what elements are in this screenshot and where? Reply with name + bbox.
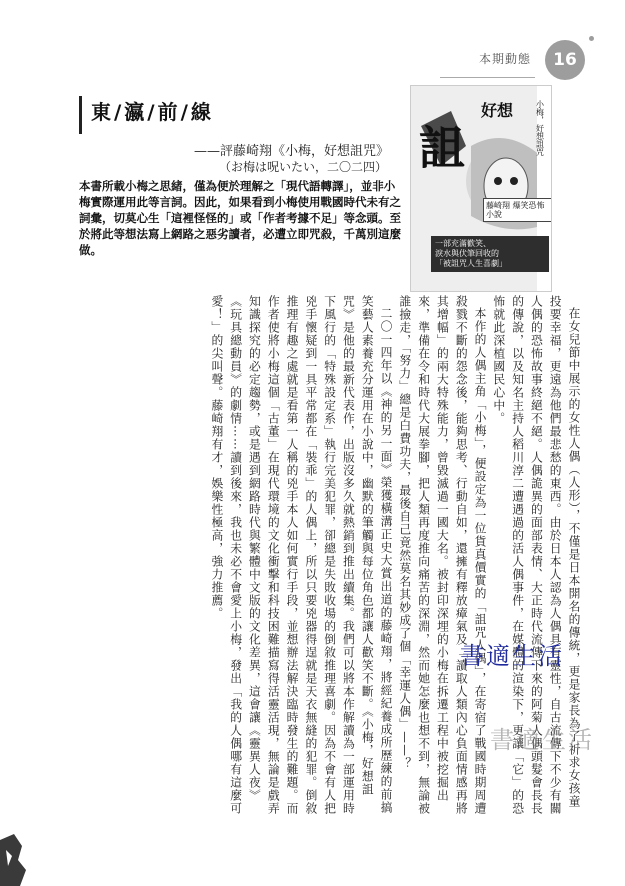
cover-banner-line: 一部充滿歡笑、 bbox=[435, 239, 491, 248]
column-title: 東/瀛/前/線 bbox=[91, 100, 214, 124]
cover-banner-line: 淚水與伏筆回收的 bbox=[435, 249, 499, 258]
watermark-logo-faded: 書適生活 bbox=[490, 726, 594, 754]
disclaimer-note bbox=[79, 178, 404, 258]
page-badge-dot bbox=[589, 36, 594, 41]
page-number-badge: 16 bbox=[545, 40, 585, 80]
article-header bbox=[79, 90, 409, 270]
body-paragraph: 二〇一四年以《神的另一面》榮獲橫溝正史大賞出道的藤崎翔，將經紀養成所歷練的前搞笑藝人素養充分運用在小說中，幽默的筆觸與每位角色都讓人歡笑不斷。《小梅，好想詛咒》是他的最新代表作，出版沒多久就熱銷到推出續集。我們可以將本作解讀為一部運用時下風行的「特殊設定系」執行完美犯罪，卻總是失敗收場的倒敘推理喜劇。因為不會有人把兇手懷疑到一具平常都在「裝乖」的人偶上，所以只要兇器得逞就是天衣無縫的犯罪。倒敘推理有趣之處就是看第一人稱的兇手本人如何實行手段，並想辦法解決臨時發生的難題。而作者使將小梅這個「古董」在現代環境的文化衝擊和科技困難描寫得活靈活現，無論是戲弄知識探究的必定趨勢，或是遇到網路時代與繁體中文版的文化差異，這會讓《靈異人夜》《玩具總動員》的劇情⋯⋯讀到後來，我也未必不會愛上小梅，發出「我的人偶哪有這麼可愛！」的尖叫聲。藤崎翔有才，娛樂性極高，強力推薦。 bbox=[209, 295, 394, 815]
cover-title-glyph: 詛 bbox=[419, 121, 465, 175]
cover-banner bbox=[431, 236, 549, 272]
disclaimer-text: 本書所載小梅之思緒，僅為便於理解之「現代語轉譯」，並非小梅實際運用此等言詞。因此，如果看到小梅使用戰國時代未有之詞彙，切莫心生「這裡怪怪的」或「作者考據不足」等念頭。至於將此等想法寫上網路之惡劣讀者，必遭立即咒殺，千萬別這麼做。 bbox=[79, 179, 401, 257]
review-subtitle: （お梅は呪いたい，二〇二四） bbox=[219, 160, 388, 174]
header-divider bbox=[440, 77, 535, 78]
book-cover-image bbox=[410, 85, 552, 292]
cover-banner-line: 「被詛咒人生喜劇」 bbox=[435, 259, 507, 268]
title-accent-bar bbox=[79, 96, 82, 134]
cover-title-kana: 好想 bbox=[481, 101, 514, 120]
body-paragraph: 在女兒節中展示的女性人偶（人形），不僅是日本開名的傳統，更是家長為了祈求女孩童投要幸福，更遠為他們最悲愁的東西。由於日本人認為人偶具有靈性，自古流傳下不少有關人偶的恐怖故事終絕不絕。人偶詭異的面部表情、大正時代流傳下來的阿菊人偶頭髮會長長的傳說，以及知名主持人稻川淳二遭遇過的活人偶事件，在媒體的渲染下，更讓「它」的恐怖就此深植國民心中。 bbox=[491, 295, 581, 815]
review-title: ——評藤崎翔《小梅，好想詛咒》 bbox=[194, 144, 390, 159]
cover-tagline: 藤崎翔 爆笑恐怖小說 bbox=[483, 198, 552, 222]
cover-side-title: 小梅，好想詛咒 bbox=[535, 100, 545, 156]
corner-ink-mark bbox=[0, 830, 40, 886]
watermark-logo: 書適生活 bbox=[460, 642, 564, 670]
body-paragraph: 本作的人偶主角「小梅」，便設定為一位貨真價實的「詛咒人偶」，在寄宿了戰國時期周遭殺戮不斷的怨念後，能夠思考、行動自如，還擁有釋放瘴氣及「讀取人類內心負面情感再將其增幅」的兩大特殊能力，曾毀滅過一國大名。被封印深埋的小梅在拆遷工程中被挖掘出來，準備在令和時代大展拳腳，把人類再度推向痛苦的深淵，然而她怎麼也想不到，無論被誰撿走，「努力」總是白費功夫，最後自己竟然莫名其妙成了個「幸運人偶」——？ bbox=[397, 295, 488, 815]
section-label: 本期動態 bbox=[479, 52, 532, 66]
